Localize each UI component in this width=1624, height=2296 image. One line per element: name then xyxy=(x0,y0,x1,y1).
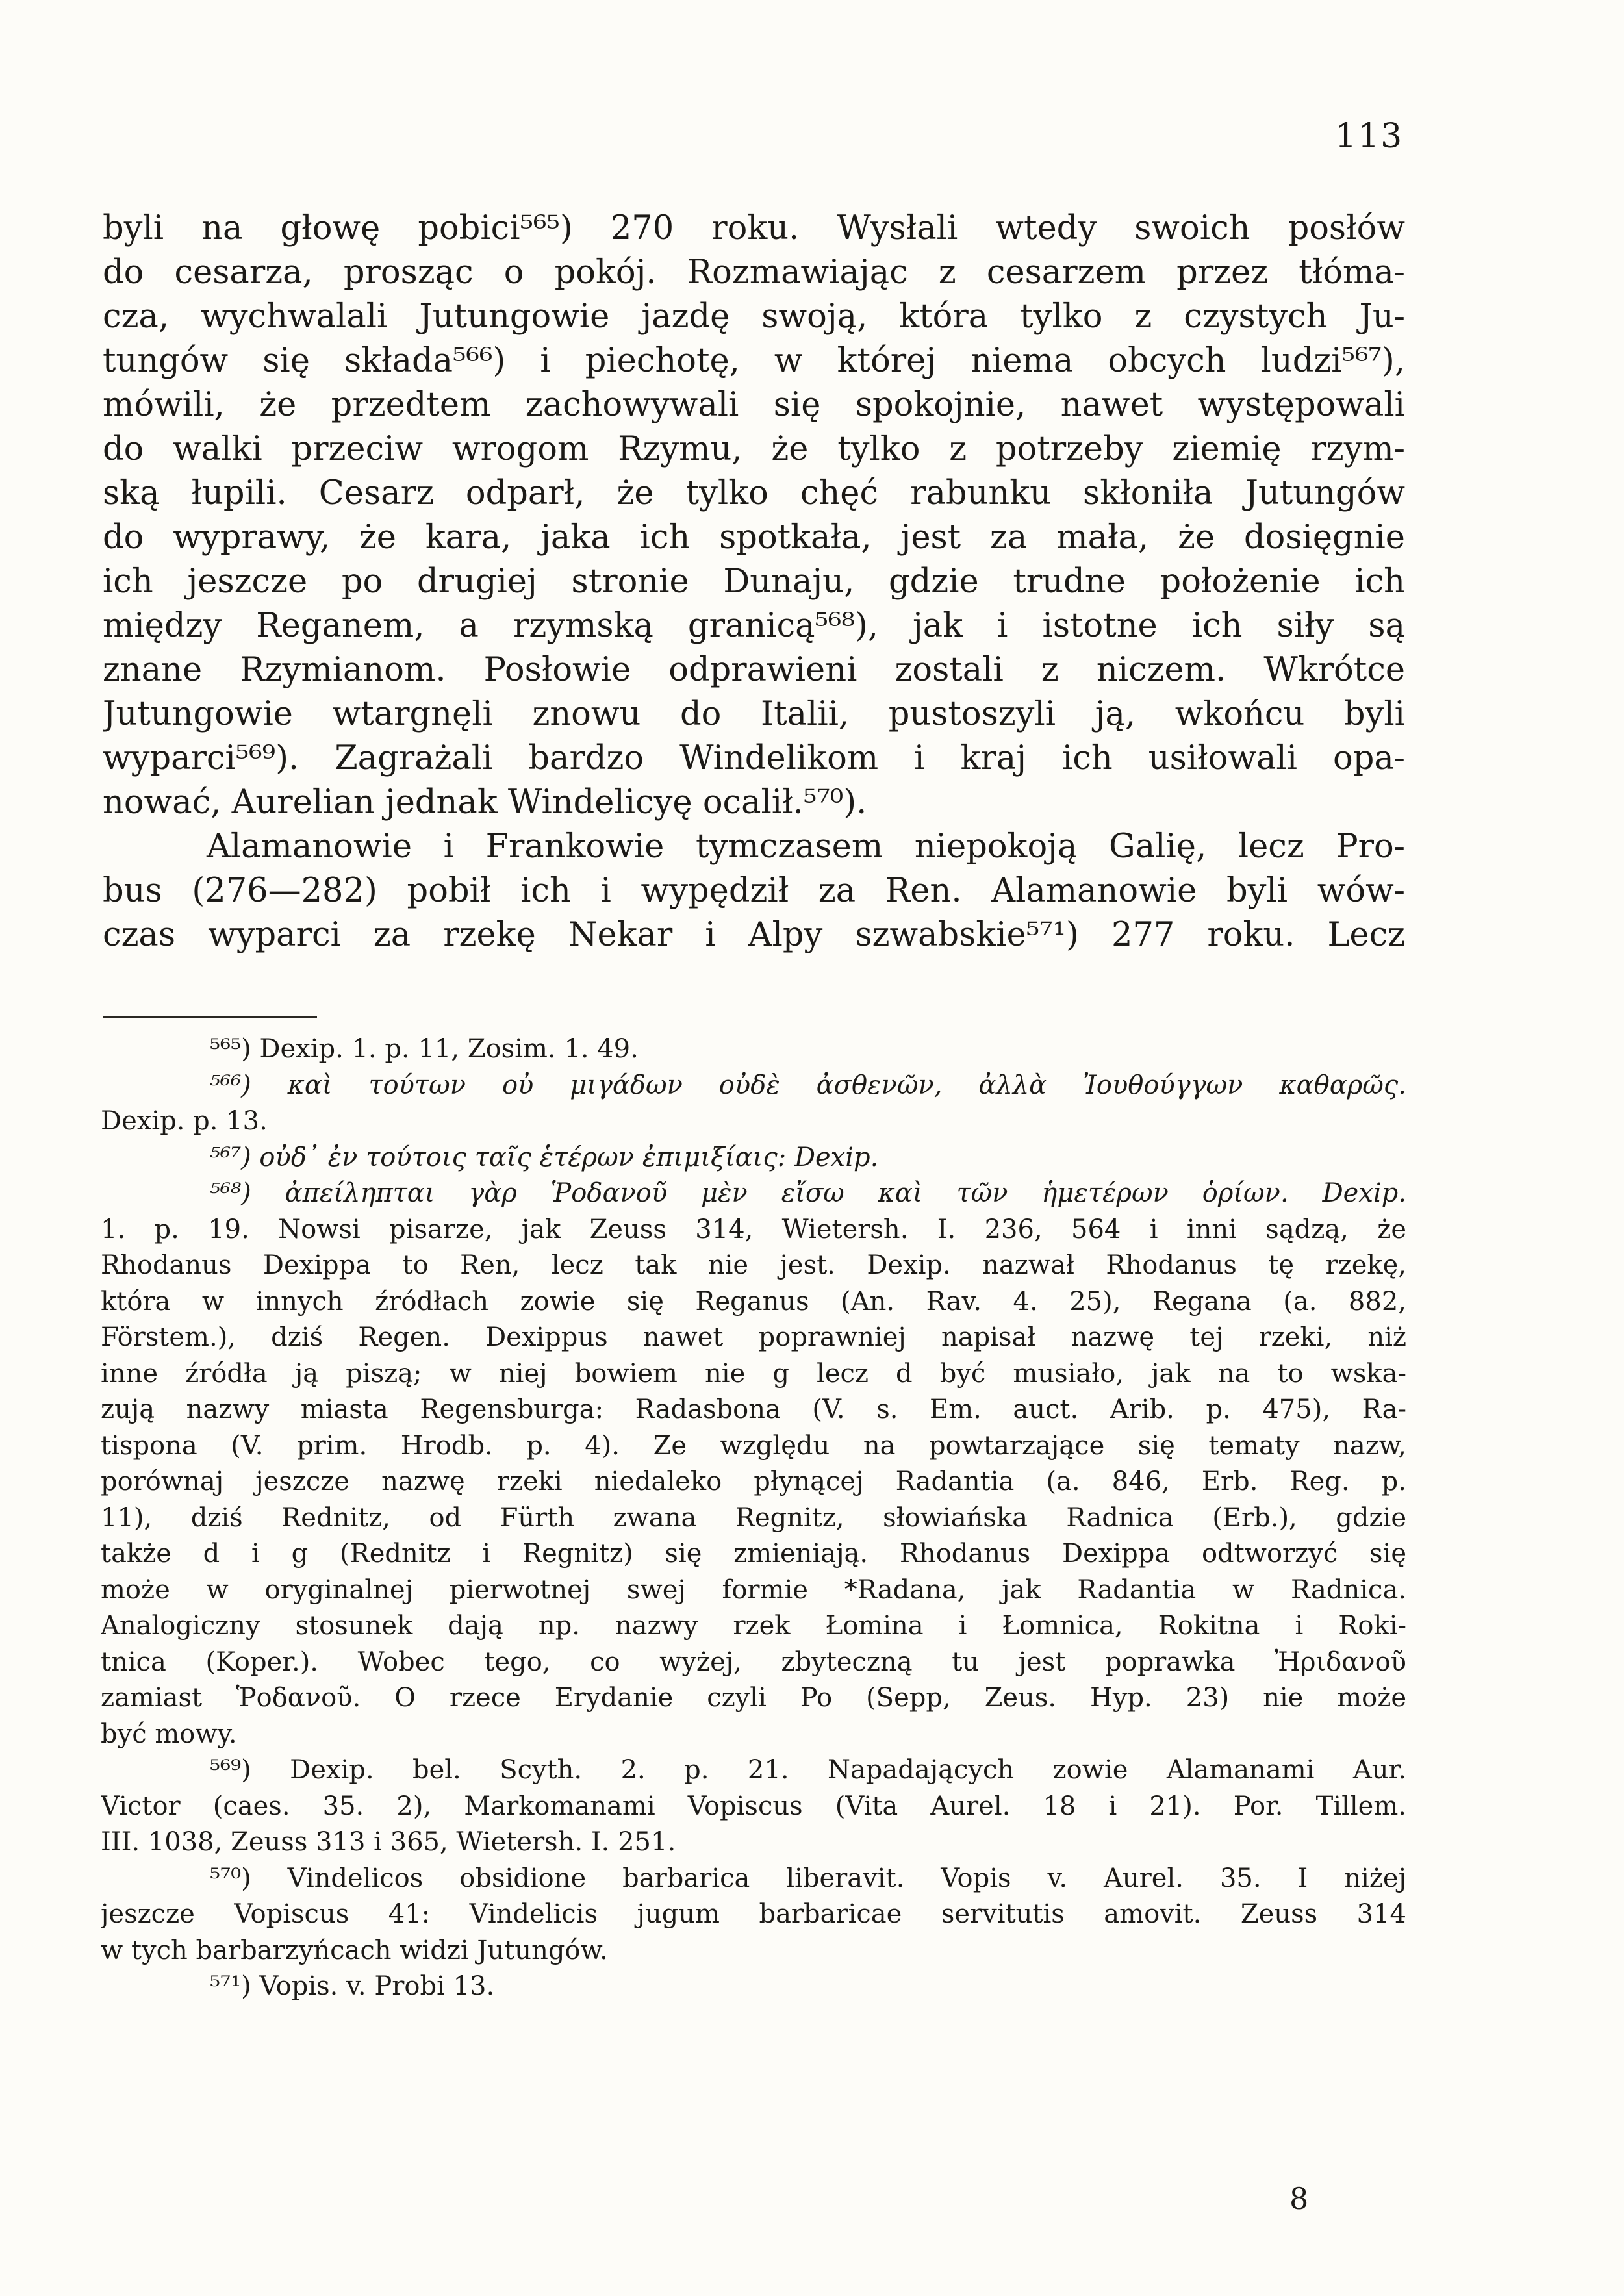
text-line: cza, wychwalali Jutungowie jazdę swoją, która tylko z czystych Ju- xyxy=(103,297,1405,336)
footnote-line: Victor (caes. 35. 2), Markomanami Vopiscus (Vita Aurel. 18 i 21). Por. Tillem. xyxy=(101,1791,1406,1821)
text-line: czas wyparci za rzekę Nekar i Alpy szwabskie⁵⁷¹) 277 roku. Lecz xyxy=(103,916,1405,954)
page-number: 113 xyxy=(1335,117,1404,156)
text-line: do cesarza, prosząc o pokój. Rozmawiając z cesarzem przez tłóma- xyxy=(103,253,1405,292)
footnote-line: może w oryginalnej pierwotnej swej formie *Radana, jak Radantia w Radnica. xyxy=(101,1574,1406,1605)
footnote-567: ⁵⁶⁷) οὐδ᾽ ἐν τούτοις ταῖς ἑτέρων ἐπιμιξίαις: Dexip. xyxy=(210,1142,879,1172)
footnote-line: być mowy. xyxy=(101,1719,237,1749)
footnote-line: inne źródła ją piszą; w niej bowiem nie g lecz d być musiało, jak na to wska- xyxy=(101,1358,1406,1389)
footnote-570: ⁵⁷⁰) Vindelicos obsidione barbarica liberavit. Vopis v. Aurel. 35. I niżej xyxy=(210,1863,1406,1893)
text-line: między Reganem, a rzymską granicą⁵⁶⁸), jak i istotne ich siły są xyxy=(103,607,1405,645)
text-line: ich jeszcze po drugiej stronie Dunaju, gdzie trudne położenie ich xyxy=(103,562,1405,601)
footnote-566: ⁵⁶⁶) καὶ τούτων οὐ μιγάδων οὐδὲ ἀσθενῶν, ἀλλὰ Ἰουθούγγων καθαρῶς. xyxy=(210,1070,1406,1100)
footnote-571: ⁵⁷¹) Vopis. v. Probi 13. xyxy=(210,1971,495,2001)
text-line: wyparci⁵⁶⁹). Zagrażali bardzo Windelikom i kraj ich usiłowali opa- xyxy=(103,739,1405,777)
footnote-line: która w innych źródłach zowie się Reganus (An. Rav. 4. 25), Regana (a. 882, xyxy=(101,1286,1406,1317)
footnote-line: Dexip. p. 13. xyxy=(101,1106,268,1136)
footnote-line: zują nazwy miasta Regensburga: Radasbona (V. s. Em. auct. Arib. p. 475), Ra- xyxy=(101,1394,1406,1424)
footnote-line: porównaj jeszcze nazwę rzeki niedaleko płynącej Radantia (a. 846, Erb. Reg. p. xyxy=(101,1467,1406,1496)
footnote-line: Rhodanus Dexippa to Ren, lecz tak nie jest. Dexip. nazwał Rhodanus tę rzekę, xyxy=(101,1250,1406,1280)
footnote-569: ⁵⁶⁹) Dexip. bel. Scyth. 2. p. 21. Napadających zowie Alamanami Aur. xyxy=(210,1755,1406,1785)
text-line: ską łupili. Cesarz odparł, że tylko chęć rabunku skłoniła Jutungów xyxy=(103,474,1405,512)
footnote-line: także d i g (Rednitz i Regnitz) się zmieniają. Rhodanus Dexippa odtworzyć się xyxy=(101,1539,1406,1569)
text-line: byli na głowę pobici⁵⁶⁵) 270 roku. Wysłali wtedy swoich posłów xyxy=(103,209,1405,247)
footnotes xyxy=(101,1031,1406,2005)
footnote-568: ⁵⁶⁸) ἀπείληπται γὰρ Ῥοδανοῦ μὲν εἴσω καὶ τῶν ἡμετέρων ὁρίων. Dexip. xyxy=(210,1178,1406,1208)
footnote-line: 11), dziś Rednitz, od Fürth zwana Regnitz, słowiańska Radnica (Erb.), gdzie xyxy=(101,1502,1406,1533)
signature-mark: 8 xyxy=(1289,2181,1309,2216)
footnote-line: tnica (Koper.). Wobec tego, co wyżej, zbyteczną tu jest poprawka Ἠριδανοῦ xyxy=(101,1646,1406,1677)
paragraph-start-line: Alamanowie i Frankowie tymczasem niepokoją Galię, lecz Pro- xyxy=(207,827,1405,866)
footnote-line: zamiast Ῥοδανοῦ. O rzece Erydanie czyli Po (Sepp, Zeus. Hyp. 23) nie może xyxy=(101,1683,1406,1713)
text-line: tungów się składa⁵⁶⁶) i piechotę, w której niema obcych ludzi⁵⁶⁷), xyxy=(103,342,1405,380)
text-line: mówili, że przedtem zachowywali się spokojnie, nawet występowali xyxy=(103,386,1405,424)
footnote-line: III. 1038, Zeuss 313 i 365, Wietersh. I. 251. xyxy=(101,1827,676,1857)
footnote-line: 1. p. 19. Nowsi pisarze, jak Zeuss 314, Wietersh. I. 236, 564 i inni sądzą, że xyxy=(101,1214,1406,1244)
text-line: do walki przeciw wrogom Rzymu, że tylko z potrzeby ziemię rzym- xyxy=(103,430,1405,468)
footnote-separator xyxy=(103,1016,317,1018)
footnote-line: Förstem.), dziś Regen. Dexippus nawet poprawniej napisał nazwę tej rzeki, niż xyxy=(101,1322,1406,1352)
footnote-line: jeszcze Vopiscus 41: Vindelicis jugum barbaricae servitutis amovit. Zeuss 314 xyxy=(101,1899,1406,1929)
footnote-line: Analogiczny stosunek dają np. nazwy rzek Łomina i Łomnica, Rokitna i Roki- xyxy=(101,1611,1406,1641)
footnote-line: tispona (V. prim. Hrodb. p. 4). Ze względu na powtarzające się tematy nazw, xyxy=(101,1430,1406,1461)
text-line: bus (276—282) pobił ich i wypędził za Ren. Alamanowie byli wów- xyxy=(103,872,1405,910)
footnote-line: w tych barbarzyńcach widzi Jutungów. xyxy=(101,1935,608,1965)
main-text xyxy=(103,207,1405,957)
text-line: znane Rzymianom. Posłowie odprawieni zostali z niczem. Wkrótce xyxy=(103,651,1405,689)
text-line: Jutungowie wtargnęli znowu do Italii, pustoszyli ją, wkońcu byli xyxy=(103,695,1405,733)
text-line: nować, Aurelian jednak Windelicyę ocalił.⁵⁷⁰). xyxy=(103,783,867,822)
footnote-565: ⁵⁶⁵) Dexip. 1. p. 11, Zosim. 1. 49. xyxy=(210,1034,639,1064)
text-line: do wyprawy, że kara, jaka ich spotkała, jest za mała, że dosięgnie xyxy=(103,518,1405,557)
